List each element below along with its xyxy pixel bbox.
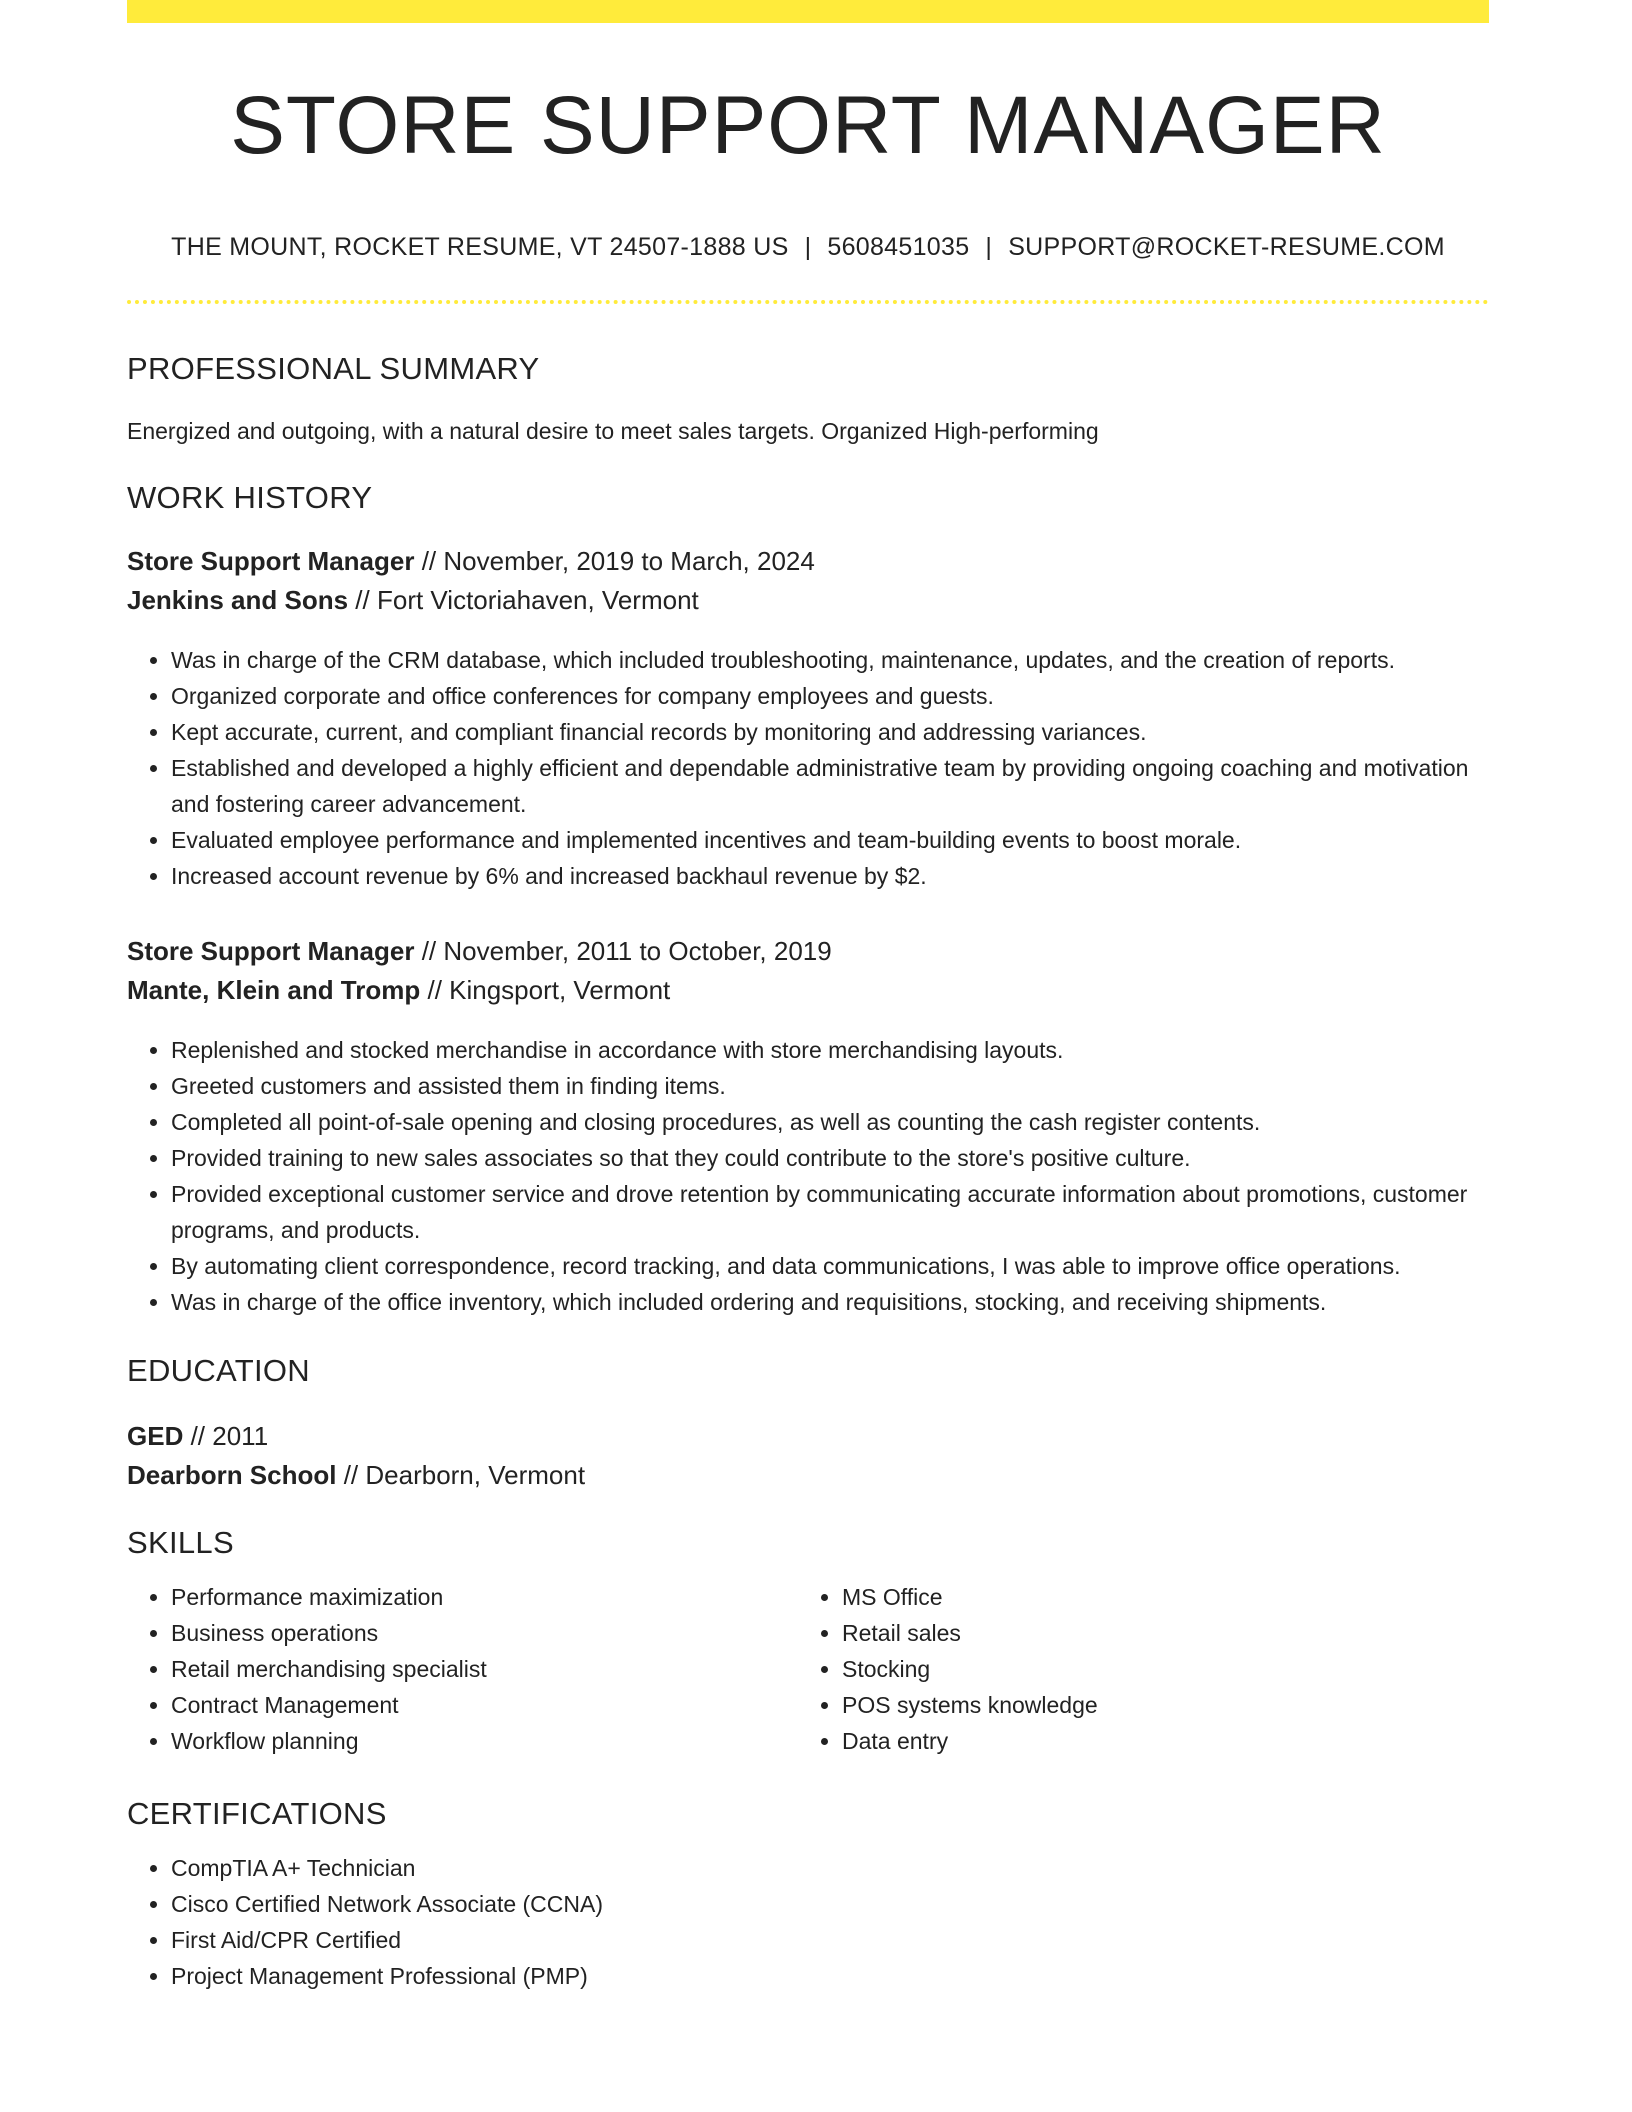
list-item: • Cisco Certified Network Associate (CCNA)	[171, 1886, 1489, 1922]
resume-page	[127, 0, 1489, 1994]
list-item: • Workflow planning	[171, 1723, 798, 1759]
list-item: • Completed all point-of-sale opening and closing procedures, as well as counting the cash register contents.	[171, 1104, 1489, 1140]
contact-line	[127, 233, 1489, 262]
job-role: Store Support Manager	[127, 546, 415, 577]
skills-list-left	[127, 1579, 798, 1759]
list-item: • Provided training to new sales associates so that they could contribute to the store's positive culture.	[171, 1140, 1489, 1176]
section-title-summary: PROFESSIONAL SUMMARY	[127, 351, 540, 386]
list-item: • Business operations	[171, 1615, 798, 1651]
skills-columns	[127, 1579, 1489, 1759]
job-company-line	[127, 971, 1489, 1010]
education-school: Dearborn School	[127, 1460, 337, 1491]
job-company-line	[127, 581, 1489, 620]
job-dates: // November, 2011 to October, 2019	[414, 936, 832, 967]
list-item: • Was in charge of the CRM database, which included troubleshooting, maintenance, updates, and the creation of reports.	[171, 642, 1489, 678]
contact-email: SUPPORT@ROCKET-RESUME.COM	[1008, 233, 1445, 261]
education-school-line	[127, 1456, 1489, 1495]
list-item: • Was in charge of the office inventory, which included ordering and requisitions, stocking, and receiving shipments.	[171, 1284, 1489, 1320]
contact-separator: |	[804, 233, 812, 261]
list-item: • First Aid/CPR Certified	[171, 1922, 1489, 1958]
section-title-skills: SKILLS	[127, 1525, 234, 1561]
summary-text: Energized and outgoing, with a natural desire to meet sales targets. Organized High-performing	[127, 418, 1099, 444]
list-item: • Increased account revenue by 6% and increased backhaul revenue by $2.	[171, 858, 1489, 894]
contact-phone: 5608451035	[827, 233, 970, 261]
list-item: • Data entry	[842, 1723, 1469, 1759]
education-location: // Dearborn, Vermont	[336, 1460, 586, 1491]
list-item: • Greeted customers and assisted them in finding items.	[171, 1068, 1489, 1104]
job-company: Jenkins and Sons	[127, 585, 349, 616]
certifications-list	[127, 1850, 1489, 1994]
list-item: • Kept accurate, current, and compliant financial records by monitoring and addressing variances.	[171, 714, 1489, 750]
contact-separator: |	[985, 233, 993, 261]
list-item: • Contract Management	[171, 1687, 798, 1723]
section-title-certifications: CERTIFICATIONS	[127, 1796, 387, 1832]
list-item: • POS systems knowledge	[842, 1687, 1469, 1723]
list-item: • MS Office	[842, 1579, 1469, 1615]
education-degree-line	[127, 1417, 1489, 1456]
list-item: • Replenished and stocked merchandise in accordance with store merchandising layouts.	[171, 1032, 1489, 1068]
dotted-divider	[127, 300, 1489, 304]
list-item: • By automating client correspondence, record tracking, and data communications, I was able to improve office operations.	[171, 1248, 1489, 1284]
skills-list-right	[798, 1579, 1469, 1759]
list-item: • Performance maximization	[171, 1579, 798, 1615]
top-accent-bar	[127, 0, 1489, 23]
job-location: // Fort Victoriahaven, Vermont	[348, 585, 699, 616]
job-bullets	[127, 1032, 1489, 1320]
job-location: // Kingsport, Vermont	[420, 975, 671, 1006]
list-item: • Retail sales	[842, 1615, 1469, 1651]
resume-title: STORE SUPPORT MANAGER	[230, 80, 1386, 171]
list-item: • Stocking	[842, 1651, 1469, 1687]
job-bullets	[127, 642, 1489, 894]
list-item: • Evaluated employee performance and implemented incentives and team-building events to boost morale.	[171, 822, 1489, 858]
job-role: Store Support Manager	[127, 936, 415, 967]
list-item: • Established and developed a highly efficient and dependable administrative team by providing ongoing coaching and motivation and fostering career advancement.	[171, 750, 1489, 822]
section-title-education: EDUCATION	[127, 1353, 310, 1389]
list-item: • CompTIA A+ Technician	[171, 1850, 1489, 1886]
job-dates: // November, 2019 to March, 2024	[414, 546, 815, 577]
education-year: // 2011	[183, 1421, 269, 1452]
job-entry	[127, 932, 1489, 1320]
contact-address: THE MOUNT, ROCKET RESUME, VT 24507-1888 US	[171, 233, 789, 261]
list-item: • Provided exceptional customer service and drove retention by communicating accurate information about promotions, customer programs, and products.	[171, 1176, 1489, 1248]
job-role-line	[127, 932, 1489, 971]
job-role-line	[127, 542, 1489, 581]
list-item: • Organized corporate and office conferences for company employees and guests.	[171, 678, 1489, 714]
education-entry	[127, 1417, 1489, 1495]
list-item: • Retail merchandising specialist	[171, 1651, 798, 1687]
job-entry	[127, 542, 1489, 894]
education-degree: GED	[127, 1421, 184, 1452]
job-company: Mante, Klein and Tromp	[127, 975, 421, 1006]
section-title-work-history: WORK HISTORY	[127, 480, 373, 516]
list-item: • Project Management Professional (PMP)	[171, 1958, 1489, 1994]
